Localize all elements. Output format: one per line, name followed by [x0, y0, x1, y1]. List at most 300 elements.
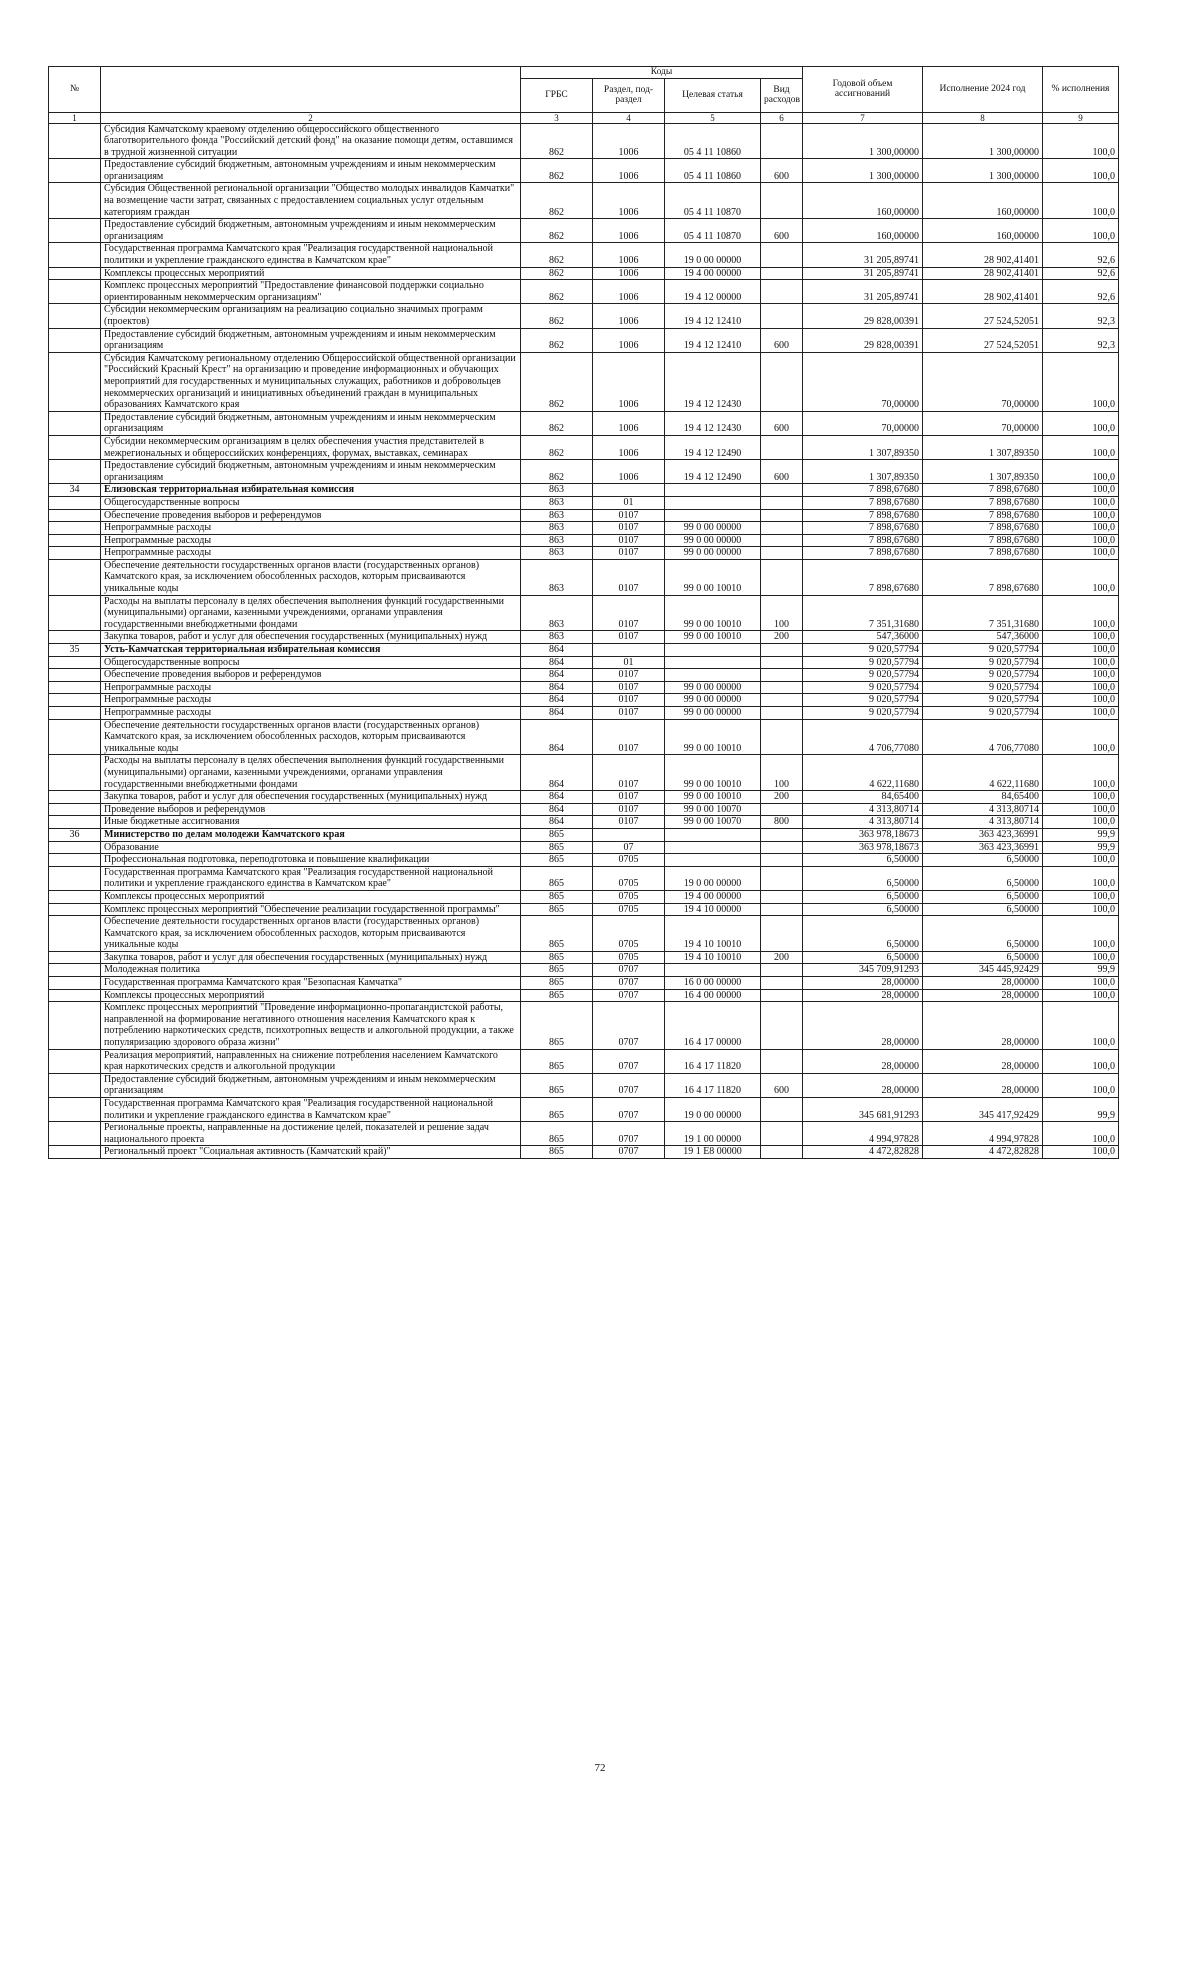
section-code-cell: 0707 [593, 1073, 665, 1097]
target-article-cell: 19 4 12 12490 [665, 460, 761, 484]
execution-cell: 70,00000 [923, 352, 1043, 411]
row-number-cell [49, 681, 101, 694]
table-row [49, 903, 1119, 916]
column-number-row [49, 112, 1119, 123]
target-article-cell: 19 1 00 00000 [665, 1122, 761, 1146]
row-number-cell [49, 816, 101, 829]
expense-kind-cell [761, 547, 803, 560]
execution-cell: 4 706,77080 [923, 719, 1043, 755]
section-code-cell: 0107 [593, 534, 665, 547]
execution-percent-cell: 100,0 [1043, 1049, 1119, 1073]
grbs-code-cell: 863 [521, 595, 593, 631]
annual-allocation-cell: 9 020,57794 [803, 681, 923, 694]
row-name-cell: Обеспечение деятельности государственных органов власти (государственных органов) Камчатского края, за исключением обособленных расходов, которым присваиваются уникальные коды [101, 559, 521, 595]
annual-allocation-cell: 28,00000 [803, 1002, 923, 1049]
section-code-cell: 0705 [593, 916, 665, 952]
target-article-cell: 16 4 17 11820 [665, 1073, 761, 1097]
row-name-cell: Министерство по делам молодежи Камчатского края [101, 828, 521, 841]
execution-percent-cell: 100,0 [1043, 1146, 1119, 1159]
execution-percent-cell: 100,0 [1043, 631, 1119, 644]
execution-percent-cell: 99,9 [1043, 828, 1119, 841]
row-number-cell [49, 707, 101, 720]
execution-percent-cell: 100,0 [1043, 890, 1119, 903]
annual-allocation-cell: 4 472,82828 [803, 1146, 923, 1159]
table-row [49, 916, 1119, 952]
target-article-cell: 99 0 00 10010 [665, 559, 761, 595]
expense-kind-cell: 200 [761, 791, 803, 804]
row-name-cell: Предоставление субсидий бюджетным, автономным учреждениям и иным некоммерческим организациям [101, 328, 521, 352]
expense-kind-cell [761, 559, 803, 595]
annual-allocation-cell: 7 351,31680 [803, 595, 923, 631]
grbs-code-cell: 865 [521, 916, 593, 952]
table-row [49, 496, 1119, 509]
row-number-cell: 36 [49, 828, 101, 841]
row-number-cell [49, 1122, 101, 1146]
row-name-cell: Комплекс процессных мероприятий "Проведение информационно-пропагандистской работы, направленной на формирование негативного отношения населения Камчатского края к потреблению наркотических средств, психотропных веществ и алкогольной продукции, а также популяризацию здорового образа жизни" [101, 1002, 521, 1049]
expense-kind-cell [761, 509, 803, 522]
table-row [49, 719, 1119, 755]
table-row [49, 522, 1119, 535]
expense-kind-cell [761, 719, 803, 755]
table-row [49, 951, 1119, 964]
annual-allocation-cell: 160,00000 [803, 219, 923, 243]
section-code-cell: 0705 [593, 866, 665, 890]
row-name-cell: Обеспечение проведения выборов и референдумов [101, 509, 521, 522]
target-article-cell [665, 509, 761, 522]
grbs-code-cell: 865 [521, 1049, 593, 1073]
target-article-cell [665, 644, 761, 657]
section-code-cell: 0707 [593, 964, 665, 977]
target-article-cell: 19 4 10 10010 [665, 951, 761, 964]
table-row [49, 656, 1119, 669]
section-code-cell: 1006 [593, 460, 665, 484]
column-number-cell: 8 [923, 112, 1043, 123]
section-code-cell: 0107 [593, 791, 665, 804]
table-row [49, 694, 1119, 707]
row-number-cell [49, 631, 101, 644]
table-row [49, 123, 1119, 159]
table-row [49, 631, 1119, 644]
grbs-code-cell: 863 [521, 631, 593, 644]
annual-allocation-cell: 7 898,67680 [803, 534, 923, 547]
annual-allocation-cell: 4 994,97828 [803, 1122, 923, 1146]
expense-kind-cell: 800 [761, 816, 803, 829]
execution-cell: 363 423,36991 [923, 828, 1043, 841]
execution-cell: 6,50000 [923, 890, 1043, 903]
execution-percent-cell: 100,0 [1043, 1122, 1119, 1146]
grbs-code-cell: 865 [521, 1002, 593, 1049]
table-row [49, 352, 1119, 411]
execution-cell: 28 902,41401 [923, 280, 1043, 304]
execution-cell: 28,00000 [923, 977, 1043, 990]
annual-allocation-cell: 29 828,00391 [803, 304, 923, 328]
target-article-cell: 99 0 00 10010 [665, 595, 761, 631]
grbs-code-cell: 862 [521, 328, 593, 352]
target-article-cell: 19 4 00 00000 [665, 890, 761, 903]
annual-allocation-cell: 7 898,67680 [803, 496, 923, 509]
execution-percent-cell: 100,0 [1043, 1002, 1119, 1049]
section-code-cell: 0107 [593, 707, 665, 720]
annual-allocation-cell: 9 020,57794 [803, 656, 923, 669]
section-code-cell: 0107 [593, 719, 665, 755]
budget-table-sheet [48, 66, 1118, 1159]
target-article-cell: 19 4 12 12430 [665, 411, 761, 435]
annual-allocation-cell: 70,00000 [803, 411, 923, 435]
row-name-cell: Комплексы процессных мероприятий [101, 989, 521, 1002]
grbs-code-cell: 862 [521, 219, 593, 243]
row-name-cell: Предоставление субсидий бюджетным, автономным учреждениям и иным некоммерческим организациям [101, 411, 521, 435]
execution-percent-cell: 100,0 [1043, 559, 1119, 595]
execution-cell: 7 898,67680 [923, 484, 1043, 497]
section-code-cell: 1006 [593, 435, 665, 459]
row-name-cell: Государственная программа Камчатского края "Реализация государственной национальной политики и укрепление гражданского единства в Камчатском крае" [101, 243, 521, 267]
expense-kind-cell [761, 522, 803, 535]
grbs-code-cell: 864 [521, 803, 593, 816]
annual-allocation-cell: 70,00000 [803, 352, 923, 411]
row-number-cell [49, 435, 101, 459]
grbs-code-cell: 865 [521, 964, 593, 977]
row-name-cell: Комплекс процессных мероприятий "Обеспечение реализации государственной программы" [101, 903, 521, 916]
execution-cell: 4 994,97828 [923, 1122, 1043, 1146]
execution-percent-cell: 100,0 [1043, 435, 1119, 459]
expense-kind-cell [761, 304, 803, 328]
row-number-cell [49, 719, 101, 755]
execution-cell: 28 902,41401 [923, 267, 1043, 280]
expense-kind-cell: 600 [761, 159, 803, 183]
target-article-cell [665, 828, 761, 841]
target-article-cell: 19 4 12 12430 [665, 352, 761, 411]
target-article-cell: 19 4 00 00000 [665, 267, 761, 280]
annual-allocation-cell: 9 020,57794 [803, 669, 923, 682]
grbs-code-cell: 864 [521, 719, 593, 755]
table-row [49, 509, 1119, 522]
header-section: Раздел, под-раздел [593, 78, 665, 112]
row-name-cell: Предоставление субсидий бюджетным, автономным учреждениям и иным некоммерческим организациям [101, 460, 521, 484]
table-body [49, 123, 1119, 1158]
row-name-cell: Проведение выборов и референдумов [101, 803, 521, 816]
grbs-code-cell: 865 [521, 1146, 593, 1159]
execution-percent-cell: 100,0 [1043, 707, 1119, 720]
execution-percent-cell: 100,0 [1043, 977, 1119, 990]
header-annual: Годовой объем ассигнований [803, 67, 923, 113]
target-article-cell: 19 1 E8 00000 [665, 1146, 761, 1159]
table-row [49, 280, 1119, 304]
execution-percent-cell: 100,0 [1043, 595, 1119, 631]
execution-percent-cell: 100,0 [1043, 803, 1119, 816]
expense-kind-cell [761, 484, 803, 497]
annual-allocation-cell: 7 898,67680 [803, 484, 923, 497]
execution-percent-cell: 100,0 [1043, 694, 1119, 707]
table-row [49, 534, 1119, 547]
row-number-cell [49, 989, 101, 1002]
row-name-cell: Комплексы процессных мероприятий [101, 267, 521, 280]
grbs-code-cell: 865 [521, 866, 593, 890]
row-name-cell: Региональный проект "Социальная активность (Камчатский край)" [101, 1146, 521, 1159]
grbs-code-cell: 862 [521, 411, 593, 435]
column-number-cell: 4 [593, 112, 665, 123]
annual-allocation-cell: 547,36000 [803, 631, 923, 644]
section-code-cell: 0107 [593, 595, 665, 631]
section-code-cell: 0107 [593, 522, 665, 535]
section-code-cell: 1006 [593, 243, 665, 267]
expense-kind-cell [761, 1122, 803, 1146]
row-name-cell: Субсидии некоммерческим организациям в целях обеспечения участия представителей в межрегиональных и общероссийских конференциях, форумах, выставках, семинарах [101, 435, 521, 459]
execution-cell: 70,00000 [923, 411, 1043, 435]
expense-kind-cell: 200 [761, 951, 803, 964]
execution-cell: 4 313,80714 [923, 816, 1043, 829]
target-article-cell: 99 0 00 10070 [665, 803, 761, 816]
table-row [49, 644, 1119, 657]
expense-kind-cell [761, 1049, 803, 1073]
row-number-cell [49, 123, 101, 159]
grbs-code-cell: 862 [521, 243, 593, 267]
row-number-cell [49, 916, 101, 952]
grbs-code-cell: 865 [521, 977, 593, 990]
annual-allocation-cell: 363 978,18673 [803, 841, 923, 854]
expense-kind-cell [761, 803, 803, 816]
target-article-cell [665, 484, 761, 497]
row-number-cell [49, 352, 101, 411]
execution-cell: 547,36000 [923, 631, 1043, 644]
budget-execution-table [48, 66, 1119, 1159]
row-name-cell: Закупка товаров, работ и услуг для обеспечения государственных (муниципальных) нужд [101, 951, 521, 964]
expense-kind-cell [761, 916, 803, 952]
header-no: № [49, 67, 101, 113]
execution-percent-cell: 100,0 [1043, 123, 1119, 159]
execution-cell: 345 417,92429 [923, 1098, 1043, 1122]
target-article-cell [665, 656, 761, 669]
grbs-code-cell: 865 [521, 1073, 593, 1097]
section-code-cell: 1006 [593, 267, 665, 280]
annual-allocation-cell: 28,00000 [803, 977, 923, 990]
table-row [49, 547, 1119, 560]
execution-cell: 9 020,57794 [923, 656, 1043, 669]
execution-percent-cell: 100,0 [1043, 866, 1119, 890]
grbs-code-cell: 862 [521, 460, 593, 484]
section-code-cell: 0107 [593, 509, 665, 522]
target-article-cell: 19 4 12 12410 [665, 328, 761, 352]
annual-allocation-cell: 6,50000 [803, 903, 923, 916]
execution-cell: 4 313,80714 [923, 803, 1043, 816]
row-name-cell: Обеспечение проведения выборов и референдумов [101, 669, 521, 682]
annual-allocation-cell: 6,50000 [803, 866, 923, 890]
section-code-cell [593, 828, 665, 841]
execution-percent-cell: 92,6 [1043, 243, 1119, 267]
row-name-cell: Непрограммные расходы [101, 534, 521, 547]
row-number-cell [49, 1073, 101, 1097]
column-number-cell: 9 [1043, 112, 1119, 123]
section-code-cell: 0707 [593, 1002, 665, 1049]
grbs-code-cell: 864 [521, 707, 593, 720]
execution-percent-cell: 100,0 [1043, 522, 1119, 535]
row-name-cell: Комплексы процессных мероприятий [101, 890, 521, 903]
section-code-cell: 0707 [593, 1049, 665, 1073]
table-row [49, 411, 1119, 435]
annual-allocation-cell: 4 313,80714 [803, 803, 923, 816]
table-row [49, 1122, 1119, 1146]
expense-kind-cell [761, 989, 803, 1002]
target-article-cell [665, 854, 761, 867]
annual-allocation-cell: 7 898,67680 [803, 522, 923, 535]
row-number-cell [49, 866, 101, 890]
section-code-cell: 0107 [593, 631, 665, 644]
execution-percent-cell: 100,0 [1043, 644, 1119, 657]
row-number-cell [49, 243, 101, 267]
execution-percent-cell: 92,6 [1043, 280, 1119, 304]
row-number-cell [49, 669, 101, 682]
execution-percent-cell: 92,3 [1043, 328, 1119, 352]
grbs-code-cell: 863 [521, 559, 593, 595]
target-article-cell: 05 4 11 10870 [665, 183, 761, 219]
execution-cell: 1 307,89350 [923, 435, 1043, 459]
target-article-cell: 19 4 12 12410 [665, 304, 761, 328]
row-name-cell: Субсидии некоммерческим организациям на реализацию социально значимых программ (проектов) [101, 304, 521, 328]
row-number-cell [49, 903, 101, 916]
row-name-cell: Предоставление субсидий бюджетным, автономным учреждениям и иным некоммерческим организациям [101, 1073, 521, 1097]
execution-cell: 1 307,89350 [923, 460, 1043, 484]
expense-kind-cell [761, 1002, 803, 1049]
row-number-cell [49, 547, 101, 560]
table-row [49, 559, 1119, 595]
column-number-cell: 2 [101, 112, 521, 123]
row-name-cell: Непрограммные расходы [101, 681, 521, 694]
row-name-cell: Непрограммные расходы [101, 522, 521, 535]
expense-kind-cell [761, 828, 803, 841]
row-name-cell: Общегосударственные вопросы [101, 496, 521, 509]
row-name-cell: Государственная программа Камчатского края "Безопасная Камчатка" [101, 977, 521, 990]
section-code-cell: 0107 [593, 681, 665, 694]
execution-percent-cell: 92,6 [1043, 267, 1119, 280]
column-number-cell: 6 [761, 112, 803, 123]
grbs-code-cell: 862 [521, 352, 593, 411]
row-number-cell [49, 159, 101, 183]
table-row [49, 977, 1119, 990]
table-row [49, 183, 1119, 219]
expense-kind-cell: 600 [761, 328, 803, 352]
row-name-cell: Расходы на выплаты персоналу в целях обеспечения выполнения функций государственными (муниципальными) органами, казенными учреждениями, органами управления государственными внебюджетными фондами [101, 755, 521, 791]
section-code-cell: 0705 [593, 890, 665, 903]
target-article-cell: 16 0 00 00000 [665, 977, 761, 990]
row-number-cell [49, 267, 101, 280]
grbs-code-cell: 864 [521, 791, 593, 804]
section-code-cell: 0107 [593, 755, 665, 791]
target-article-cell: 99 0 00 00000 [665, 534, 761, 547]
execution-cell: 4 472,82828 [923, 1146, 1043, 1159]
annual-allocation-cell: 1 307,89350 [803, 435, 923, 459]
column-number-cell: 1 [49, 112, 101, 123]
row-number-cell [49, 791, 101, 804]
grbs-code-cell: 865 [521, 1122, 593, 1146]
section-code-cell: 0107 [593, 803, 665, 816]
header-target: Целевая статья [665, 78, 761, 112]
row-name-cell: Комплекс процессных мероприятий "Предоставление финансовой поддержки социально ориентированным некоммерческим организациям" [101, 280, 521, 304]
row-number-cell [49, 1098, 101, 1122]
expense-kind-cell [761, 890, 803, 903]
section-code-cell: 1006 [593, 304, 665, 328]
column-number-cell: 5 [665, 112, 761, 123]
expense-kind-cell [761, 496, 803, 509]
expense-kind-cell [761, 267, 803, 280]
execution-percent-cell: 100,0 [1043, 547, 1119, 560]
target-article-cell [665, 964, 761, 977]
annual-allocation-cell: 31 205,89741 [803, 243, 923, 267]
header-codes: Коды [521, 67, 803, 79]
section-code-cell: 07 [593, 841, 665, 854]
row-number-cell [49, 559, 101, 595]
row-name-cell: Елизовская территориальная избирательная комиссия [101, 484, 521, 497]
table-row [49, 854, 1119, 867]
execution-cell: 6,50000 [923, 903, 1043, 916]
grbs-code-cell: 865 [521, 989, 593, 1002]
row-name-cell: Образование [101, 841, 521, 854]
table-row [49, 243, 1119, 267]
table-row [49, 1098, 1119, 1122]
row-name-cell: Непрограммные расходы [101, 694, 521, 707]
execution-percent-cell: 99,9 [1043, 841, 1119, 854]
row-number-cell [49, 219, 101, 243]
table-row [49, 707, 1119, 720]
section-code-cell: 1006 [593, 328, 665, 352]
execution-percent-cell: 100,0 [1043, 1073, 1119, 1097]
target-article-cell [665, 496, 761, 509]
section-code-cell: 0107 [593, 547, 665, 560]
target-article-cell: 05 4 11 10860 [665, 159, 761, 183]
expense-kind-cell [761, 352, 803, 411]
header-exec: Исполнение 2024 год [923, 67, 1043, 113]
execution-cell: 6,50000 [923, 916, 1043, 952]
row-number-cell [49, 694, 101, 707]
target-article-cell: 99 0 00 10010 [665, 631, 761, 644]
expense-kind-cell [761, 123, 803, 159]
grbs-code-cell: 863 [521, 496, 593, 509]
header-grbs: ГРБС [521, 78, 593, 112]
row-name-cell: Молодежная политика [101, 964, 521, 977]
row-name-cell: Предоставление субсидий бюджетным, автономным учреждениям и иным некоммерческим организациям [101, 219, 521, 243]
grbs-code-cell: 865 [521, 903, 593, 916]
expense-kind-cell [761, 977, 803, 990]
table-row [49, 791, 1119, 804]
grbs-code-cell: 864 [521, 644, 593, 657]
row-number-cell [49, 411, 101, 435]
table-row [49, 669, 1119, 682]
expense-kind-cell [761, 669, 803, 682]
section-code-cell [593, 484, 665, 497]
execution-cell: 7 351,31680 [923, 595, 1043, 631]
execution-cell: 345 445,92429 [923, 964, 1043, 977]
annual-allocation-cell: 1 300,00000 [803, 159, 923, 183]
annual-allocation-cell: 7 898,67680 [803, 559, 923, 595]
section-code-cell: 1006 [593, 159, 665, 183]
section-code-cell: 1006 [593, 123, 665, 159]
execution-percent-cell: 100,0 [1043, 951, 1119, 964]
annual-allocation-cell: 345 681,91293 [803, 1098, 923, 1122]
table-row [49, 219, 1119, 243]
row-number-cell [49, 977, 101, 990]
row-number-cell [49, 951, 101, 964]
execution-cell: 84,65400 [923, 791, 1043, 804]
table-row [49, 435, 1119, 459]
expense-kind-cell [761, 243, 803, 267]
row-name-cell: Иные бюджетные ассигнования [101, 816, 521, 829]
expense-kind-cell: 200 [761, 631, 803, 644]
expense-kind-cell [761, 681, 803, 694]
grbs-code-cell: 864 [521, 755, 593, 791]
target-article-cell: 99 0 00 00000 [665, 681, 761, 694]
annual-allocation-cell: 4 706,77080 [803, 719, 923, 755]
grbs-code-cell: 865 [521, 828, 593, 841]
grbs-code-cell: 865 [521, 1098, 593, 1122]
annual-allocation-cell: 363 978,18673 [803, 828, 923, 841]
